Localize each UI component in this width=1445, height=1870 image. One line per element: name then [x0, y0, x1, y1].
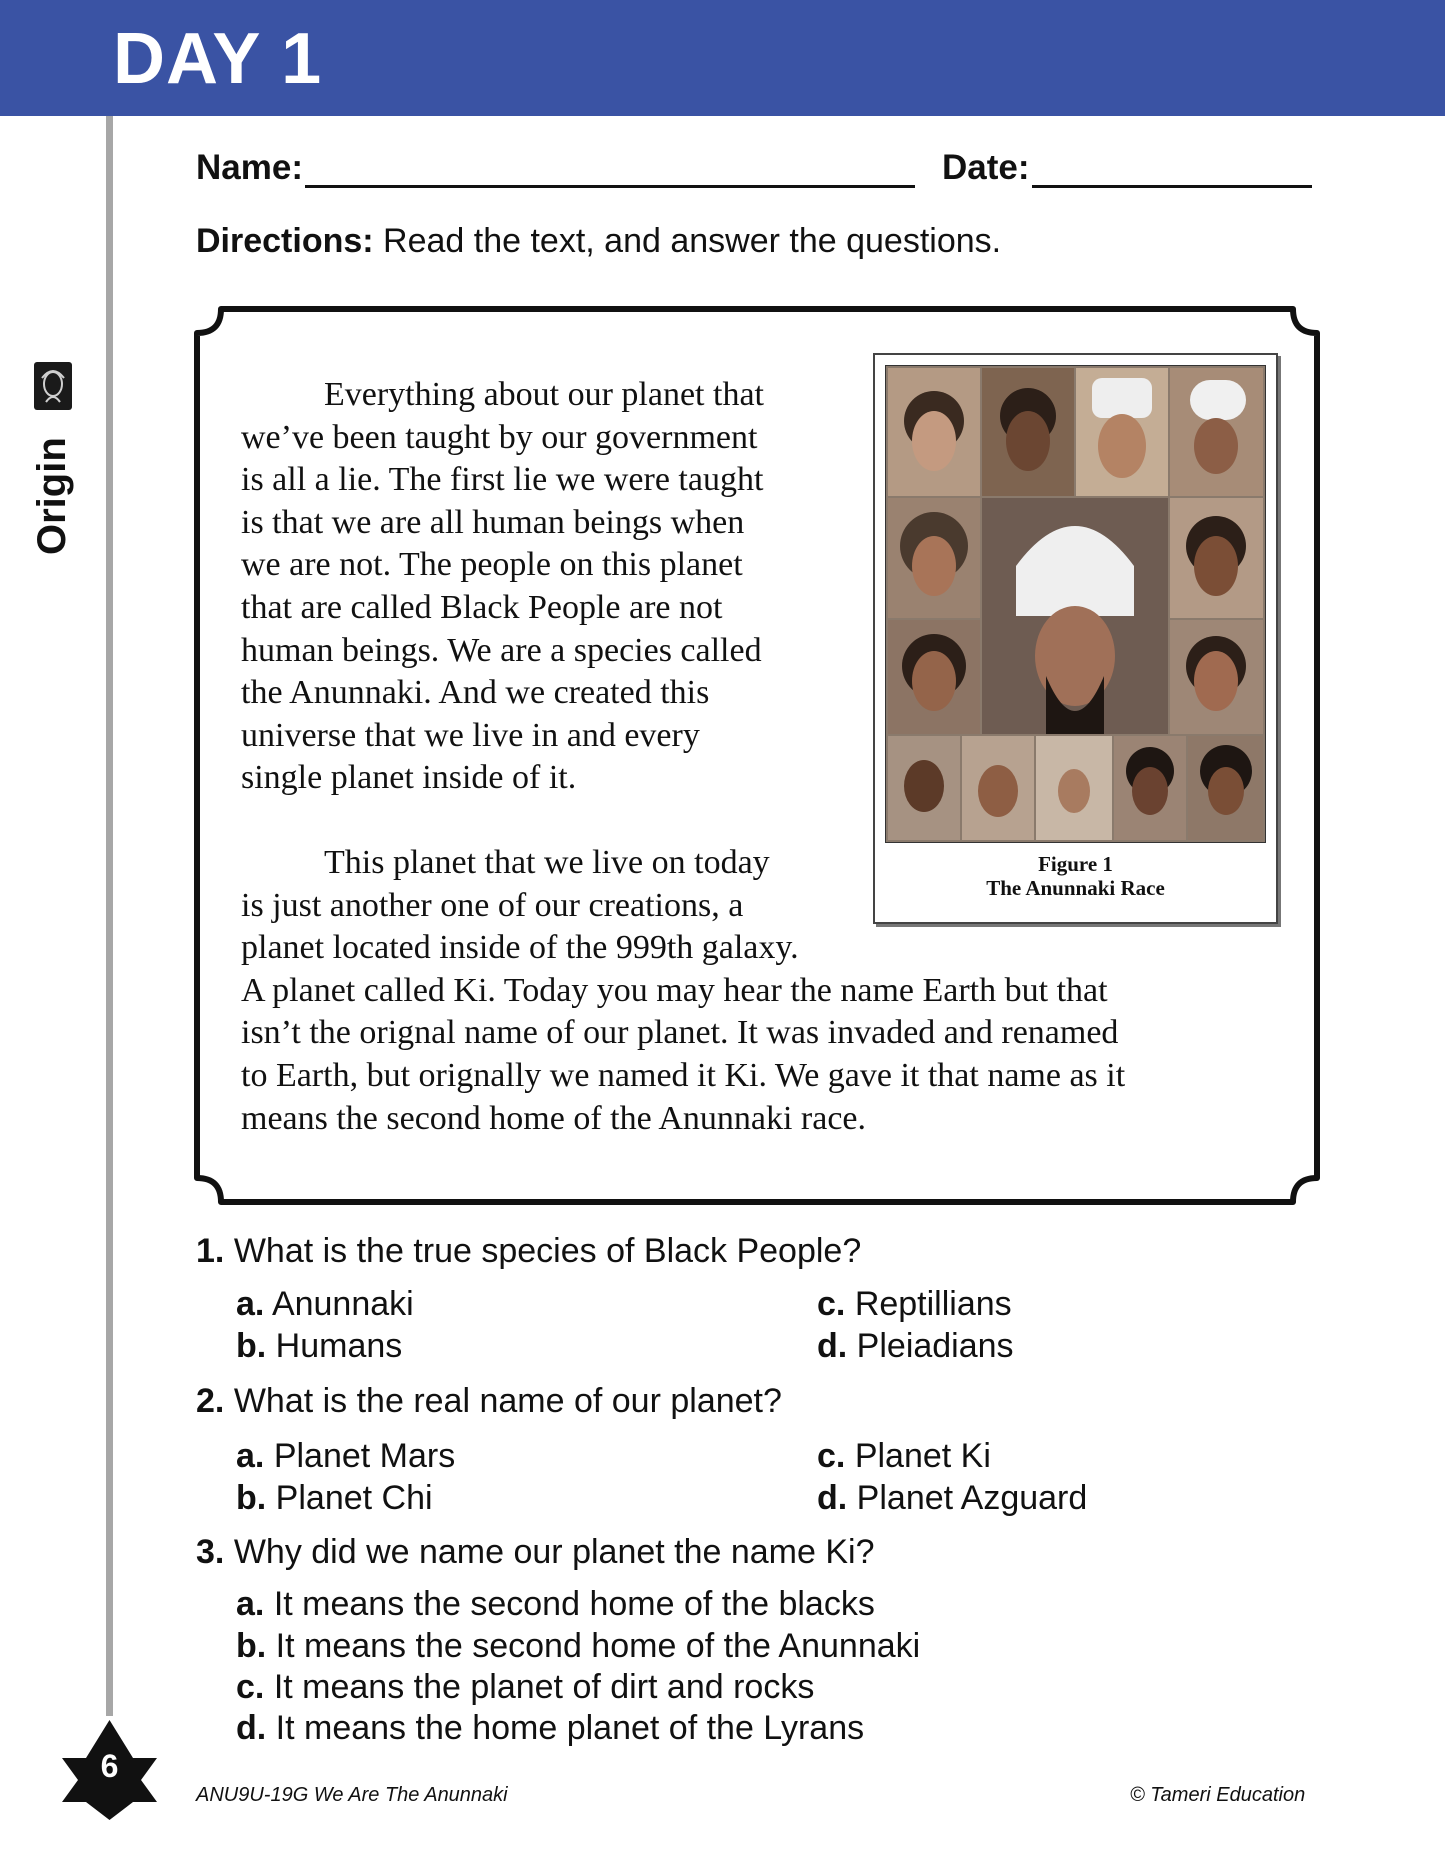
passage-line: universe that we live in and every: [241, 716, 700, 754]
figure-caption-line1: Figure 1: [1038, 852, 1113, 876]
question-number: 1.: [196, 1232, 225, 1270]
question-number: 3.: [196, 1533, 225, 1571]
footer-publication: ANU9U-19G We Are The Anunnaki: [196, 1784, 508, 1806]
q2-option-c[interactable]: c. Planet Ki: [817, 1437, 991, 1475]
page-title: DAY 1: [113, 19, 323, 99]
figure-caption-line2: The Anunnaki Race: [986, 876, 1165, 900]
passage-line: is that we are all human beings when: [241, 503, 745, 541]
passage-line: isn’t the orignal name of our planet. It was invaded and renamed: [241, 1014, 1119, 1052]
passage-line: is just another one of our creations, a: [241, 886, 744, 924]
q2-option-a[interactable]: a. Planet Mars: [236, 1437, 456, 1475]
figure-image: [885, 365, 1266, 843]
passage-line: is all a lie. The first lie we were taught: [241, 461, 764, 499]
question-text: What is the real name of our planet?: [233, 1382, 782, 1420]
q3-option-d[interactable]: d. It means the home planet of the Lyrans: [236, 1709, 865, 1747]
q2-option-b[interactable]: b. Planet Chi: [236, 1479, 433, 1517]
directions-label: Directions:: [196, 222, 374, 260]
q3-option-b[interactable]: b. It means the second home of the Anunnaki: [236, 1627, 921, 1665]
passage-line: A planet called Ki. Today you may hear the name Earth but that: [241, 971, 1108, 1009]
name-blank[interactable]: [305, 151, 915, 188]
q2-option-d[interactable]: d. Planet Azguard: [817, 1479, 1088, 1517]
directions-text: Read the text, and answer the questions.: [383, 222, 1002, 260]
figure-box: [873, 353, 1278, 924]
q1-option-d[interactable]: d. Pleiadians: [817, 1327, 1014, 1365]
passage-line: means the second home of the Anunnaki race.: [241, 1099, 867, 1137]
question-text: What is the true species of Black People?: [233, 1232, 862, 1270]
question-3: [196, 1533, 875, 1572]
q3-option-a[interactable]: a. It means the second home of the blacks: [236, 1585, 875, 1623]
question-text: Why did we name our planet the name Ki?: [233, 1533, 875, 1571]
passage-line: the Anunnaki. And we created this: [241, 674, 710, 712]
date-blank[interactable]: [1032, 151, 1312, 188]
name-label: Name:: [196, 148, 303, 187]
passage-line: that are called Black People are not: [241, 588, 723, 626]
passage-line: we’ve been taught by our government: [241, 418, 758, 456]
name-field[interactable]: [196, 148, 915, 188]
q1-option-a[interactable]: a. Anunnaki: [236, 1285, 414, 1323]
passage-line: human beings. We are a species called: [241, 631, 762, 669]
footer-copyright: © Tameri Education: [1130, 1784, 1306, 1806]
passage-line: single planet inside of it.: [241, 759, 577, 797]
date-label: Date:: [942, 148, 1030, 187]
figure-caption: [875, 852, 1276, 900]
portrait-icon: [34, 362, 72, 410]
header-banner: [0, 0, 1445, 116]
passage-line: Everything about our planet that: [324, 376, 764, 413]
passage-line: planet located inside of the 999th galaxy.: [241, 929, 799, 967]
page-number: 6: [100, 1748, 119, 1784]
date-field[interactable]: [942, 148, 1312, 188]
q1-option-c[interactable]: c. Reptillians: [817, 1285, 1012, 1323]
question-number: 2.: [196, 1382, 225, 1420]
directions: [196, 222, 1001, 261]
question-1: [196, 1232, 861, 1271]
section-label: Origin: [30, 437, 74, 555]
passage-line: we are not. The people on this planet: [241, 546, 743, 584]
q3-option-c[interactable]: c. It means the planet of dirt and rocks: [236, 1668, 815, 1706]
passage-line: to Earth, but orignally we named it Ki. We gave it that name as it: [241, 1056, 1126, 1094]
q1-option-b[interactable]: b. Humans: [236, 1327, 403, 1365]
passage-line: This planet that we live on today: [324, 843, 770, 881]
question-2: [196, 1382, 782, 1421]
side-rule: [106, 116, 113, 1716]
